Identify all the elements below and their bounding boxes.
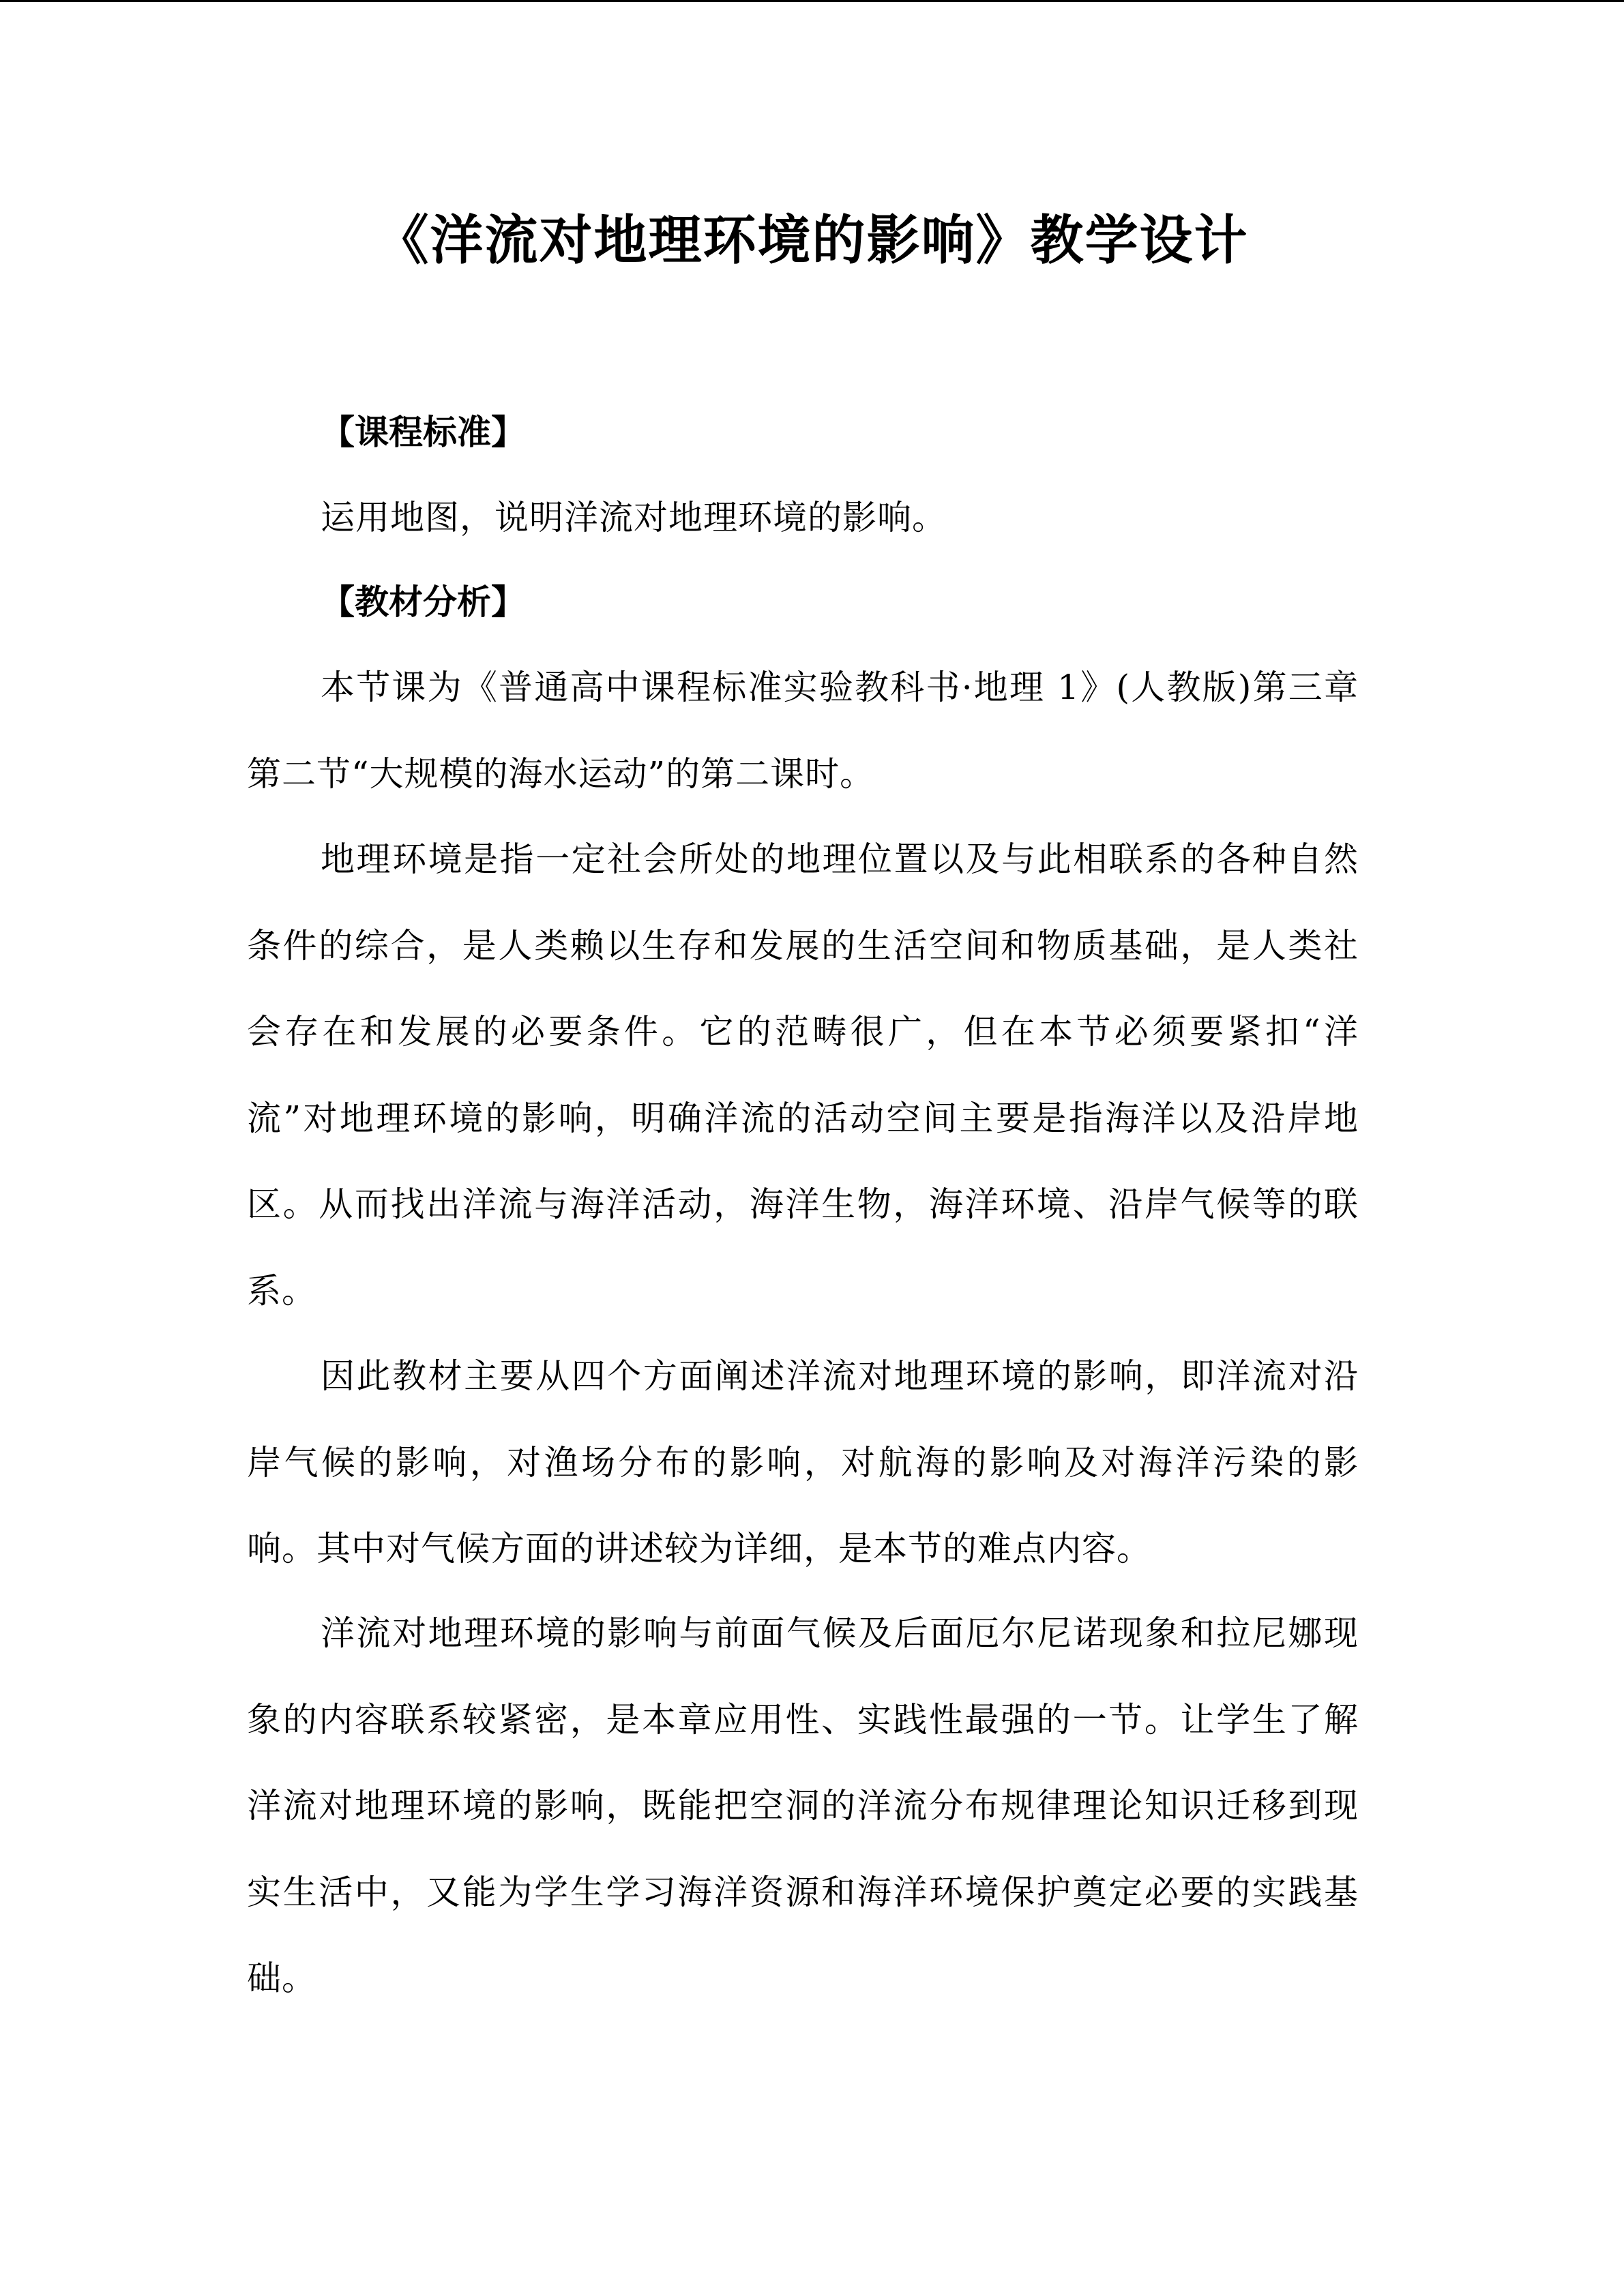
section-heading-curriculum-standard: 【课程标准】 xyxy=(321,412,525,452)
paragraph-four-aspects: 因此教材主要从四个方面阐述洋流对地理环境的影响，即洋流对沿岸气候的影响，对渔场分布的影响，对航海的影响及对海洋污染的影响。其中对气候方面的讲述较为详细，是本节的难点内容。 xyxy=(247,1356,1359,1568)
section-heading-textbook-analysis: 【教材分析】 xyxy=(321,582,525,622)
paragraph-significance: 洋流对地理环境的影响与前面气候及后面厄尔尼诺现象和拉尼娜现象的内容联系较紧密，是本章应用性、实践性最强的一节。让学生了解洋流对地理环境的影响，既能把空洞的洋流分布规律理论知识迁移到现实生活中，又能为学生学习海洋资源和海洋环境保护奠定必要的实践基础。 xyxy=(247,1613,1359,1998)
paragraph-curriculum-standard: 运用地图，说明洋流对地理环境的影响。 xyxy=(321,498,947,537)
document-title: 《洋流对地理环境的影响》教学设计 xyxy=(375,209,1249,271)
paragraph-textbook-source: 本节课为《普通高中课程标准实验教科书·地理 1》(人教版)第三章第二节“大规模的海水运动”的第二课时。 xyxy=(247,668,1359,794)
paragraph-geographic-environment: 地理环境是指一定社会所处的地理位置以及与此相联系的各种自然条件的综合，是人类赖以生存和发展的生活空间和物质基础，是人类社会存在和发展的必要条件。它的范畴很广，但在本节必须要紧扣“洋流”对地理环境的影响，明确洋流的活动空间主要是指海洋以及沿岸地区。从而找出洋流与海洋活动，海洋生物，海洋环境、沿岸气候等的联系。 xyxy=(247,839,1359,1311)
